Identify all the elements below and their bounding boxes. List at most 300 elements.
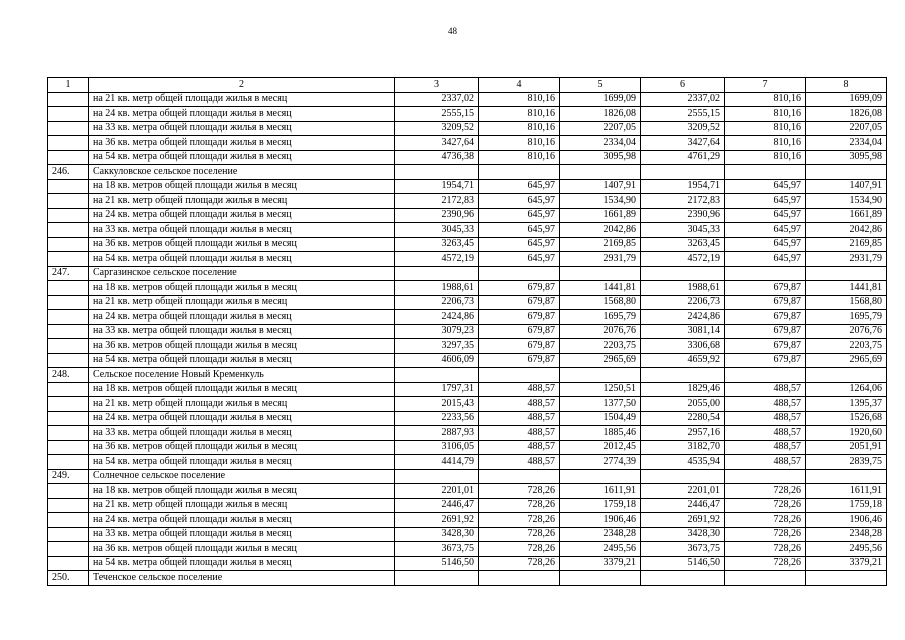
value-cell-col-3: 5146,50: [395, 556, 479, 571]
table-row: [48, 208, 887, 223]
page-number: 48: [448, 26, 457, 36]
row-number-cell: [48, 223, 89, 238]
row-number-cell: [48, 484, 89, 499]
value-cell-col-4: 645,97: [479, 237, 560, 252]
value-cell-col-5: 2076,76: [560, 324, 641, 339]
value-cell-col-6: 3081,14: [641, 324, 725, 339]
value-cell-col-6: 3209,52: [641, 121, 725, 136]
row-number-cell: [48, 426, 89, 441]
value-cell-col-4: [479, 571, 560, 586]
value-cell-col-4: [479, 165, 560, 180]
value-cell-col-7: 488,57: [725, 382, 806, 397]
value-cell-col-3: 2233,56: [395, 411, 479, 426]
value-cell-col-4: 810,16: [479, 121, 560, 136]
value-cell-col-6: 4761,29: [641, 150, 725, 165]
row-number-cell: [48, 310, 89, 325]
value-cell-col-5: 1441,81: [560, 281, 641, 296]
row-number-cell: [48, 353, 89, 368]
row-label-cell: Саргазинское сельское поселение: [89, 266, 395, 281]
value-cell-col-6: [641, 469, 725, 484]
row-number-cell: [48, 527, 89, 542]
value-cell-col-5: 1611,91: [560, 484, 641, 499]
value-cell-col-5: 1826,08: [560, 107, 641, 122]
row-label-cell: на 21 кв. метр общей площади жилья в месяц: [89, 498, 395, 513]
value-cell-col-4: 728,26: [479, 556, 560, 571]
value-cell-col-7: 728,26: [725, 556, 806, 571]
value-cell-col-6: 3182,70: [641, 440, 725, 455]
value-cell-col-5: [560, 165, 641, 180]
value-cell-col-5: 2012,45: [560, 440, 641, 455]
value-cell-col-6: 3045,33: [641, 223, 725, 238]
value-cell-col-3: 1954,71: [395, 179, 479, 194]
value-cell-col-7: 488,57: [725, 426, 806, 441]
row-number-cell: [48, 397, 89, 412]
row-number-cell: [48, 194, 89, 209]
value-cell-col-5: 2931,79: [560, 252, 641, 267]
value-cell-col-7: 810,16: [725, 92, 806, 107]
row-number-cell: 249.: [48, 469, 89, 484]
value-cell-col-3: 2424,86: [395, 310, 479, 325]
value-cell-col-3: 3673,75: [395, 542, 479, 557]
value-cell-col-6: [641, 165, 725, 180]
column-header-4: 4: [479, 78, 560, 93]
value-cell-col-5: 1377,50: [560, 397, 641, 412]
column-header-3: 3: [395, 78, 479, 93]
value-cell-col-5: 2203,75: [560, 339, 641, 354]
value-cell-col-3: 3209,52: [395, 121, 479, 136]
row-number-cell: [48, 324, 89, 339]
value-cell-col-3: 3079,23: [395, 324, 479, 339]
value-cell-col-7: 645,97: [725, 252, 806, 267]
value-cell-col-5: 2348,28: [560, 527, 641, 542]
value-cell-col-4: 679,87: [479, 281, 560, 296]
value-cell-col-8: 1264,06: [806, 382, 887, 397]
value-cell-col-5: 2207,05: [560, 121, 641, 136]
value-cell-col-6: [641, 571, 725, 586]
table-row: [48, 411, 887, 426]
value-cell-col-6: 2424,86: [641, 310, 725, 325]
value-cell-col-4: 728,26: [479, 498, 560, 513]
value-cell-col-7: 679,87: [725, 310, 806, 325]
value-cell-col-7: 679,87: [725, 353, 806, 368]
value-cell-col-6: 2280,54: [641, 411, 725, 426]
value-cell-col-7: 488,57: [725, 411, 806, 426]
value-cell-col-4: 488,57: [479, 455, 560, 470]
value-cell-col-3: [395, 469, 479, 484]
value-cell-col-7: 810,16: [725, 107, 806, 122]
value-cell-col-4: 679,87: [479, 339, 560, 354]
row-label-cell: Сельское поселение Новый Кременкуль: [89, 368, 395, 383]
value-cell-col-6: 4572,19: [641, 252, 725, 267]
value-cell-col-7: 728,26: [725, 542, 806, 557]
row-number-cell: [48, 237, 89, 252]
value-cell-col-8: 1526,68: [806, 411, 887, 426]
value-cell-col-3: 2691,92: [395, 513, 479, 528]
value-cell-col-3: 1988,61: [395, 281, 479, 296]
value-cell-col-8: [806, 266, 887, 281]
row-label-cell: на 33 кв. метра общей площади жилья в месяц: [89, 527, 395, 542]
value-cell-col-5: 1568,80: [560, 295, 641, 310]
value-cell-col-8: 3379,21: [806, 556, 887, 571]
table-row: [48, 281, 887, 296]
value-cell-col-4: [479, 469, 560, 484]
value-cell-col-5: 2495,56: [560, 542, 641, 557]
row-label-cell: на 24 кв. метра общей площади жилья в месяц: [89, 208, 395, 223]
table-row: [48, 136, 887, 151]
value-cell-col-5: 2334,04: [560, 136, 641, 151]
table-row: [48, 150, 887, 165]
value-cell-col-5: 3379,21: [560, 556, 641, 571]
row-label-cell: на 54 кв. метра общей площади жилья в месяц: [89, 556, 395, 571]
row-label-cell: Саккуловское сельское поселение: [89, 165, 395, 180]
value-cell-col-5: [560, 571, 641, 586]
row-label-cell: на 36 кв. метров общей площади жилья в месяц: [89, 237, 395, 252]
row-number-cell: [48, 208, 89, 223]
column-header-8: 8: [806, 78, 887, 93]
value-cell-col-4: [479, 266, 560, 281]
value-cell-col-4: 488,57: [479, 397, 560, 412]
value-cell-col-7: 488,57: [725, 397, 806, 412]
value-cell-col-5: 1885,46: [560, 426, 641, 441]
table-row: [48, 527, 887, 542]
value-cell-col-7: 728,26: [725, 484, 806, 499]
value-cell-col-8: 2042,86: [806, 223, 887, 238]
value-cell-col-6: 2201,01: [641, 484, 725, 499]
row-label-cell: Солнечное сельское поселение: [89, 469, 395, 484]
row-number-cell: 247.: [48, 266, 89, 281]
row-label-cell: на 18 кв. метров общей площади жилья в месяц: [89, 179, 395, 194]
table-row: [48, 353, 887, 368]
row-number-cell: [48, 179, 89, 194]
row-number-cell: [48, 121, 89, 136]
value-cell-col-5: 2042,86: [560, 223, 641, 238]
value-cell-col-4: 488,57: [479, 426, 560, 441]
value-cell-col-3: 2390,96: [395, 208, 479, 223]
value-cell-col-3: [395, 266, 479, 281]
value-cell-col-3: 2337,02: [395, 92, 479, 107]
value-cell-col-7: 728,26: [725, 513, 806, 528]
row-number-cell: [48, 281, 89, 296]
value-cell-col-4: 810,16: [479, 136, 560, 151]
value-cell-col-7: 679,87: [725, 281, 806, 296]
table-row: [48, 382, 887, 397]
row-number-cell: [48, 542, 89, 557]
value-cell-col-7: 645,97: [725, 223, 806, 238]
table-row: [48, 339, 887, 354]
value-cell-col-6: 2055,00: [641, 397, 725, 412]
column-header-5: 5: [560, 78, 641, 93]
table-row: [48, 469, 887, 484]
value-cell-col-8: 2334,04: [806, 136, 887, 151]
row-label-cell: на 21 кв. метр общей площади жилья в месяц: [89, 295, 395, 310]
row-label-cell: на 36 кв. метра общей площади жилья в месяц: [89, 136, 395, 151]
table-row: [48, 397, 887, 412]
value-cell-col-5: [560, 266, 641, 281]
value-cell-col-4: 810,16: [479, 150, 560, 165]
value-cell-col-8: 2965,69: [806, 353, 887, 368]
value-cell-col-6: 2206,73: [641, 295, 725, 310]
value-cell-col-3: 4414,79: [395, 455, 479, 470]
row-label-cell: на 18 кв. метров общей площади жилья в месяц: [89, 484, 395, 499]
value-cell-col-6: 2555,15: [641, 107, 725, 122]
row-number-cell: [48, 498, 89, 513]
row-label-cell: на 18 кв. метров общей площади жилья в месяц: [89, 281, 395, 296]
value-cell-col-3: 2206,73: [395, 295, 479, 310]
value-cell-col-8: 1699,09: [806, 92, 887, 107]
value-cell-col-7: [725, 469, 806, 484]
value-cell-col-4: [479, 368, 560, 383]
value-cell-col-4: 810,16: [479, 92, 560, 107]
value-cell-col-7: 645,97: [725, 237, 806, 252]
value-cell-col-4: 728,26: [479, 484, 560, 499]
value-cell-col-8: 1534,90: [806, 194, 887, 209]
row-label-cell: Теченское сельское поселение: [89, 571, 395, 586]
value-cell-col-5: 1695,79: [560, 310, 641, 325]
value-cell-col-3: 4606,09: [395, 353, 479, 368]
value-cell-col-3: 3427,64: [395, 136, 479, 151]
value-cell-col-8: 2203,75: [806, 339, 887, 354]
value-cell-col-4: 488,57: [479, 382, 560, 397]
value-cell-col-7: [725, 368, 806, 383]
value-cell-col-5: [560, 368, 641, 383]
value-cell-col-8: 1826,08: [806, 107, 887, 122]
table-row: [48, 194, 887, 209]
value-cell-col-8: 2495,56: [806, 542, 887, 557]
value-cell-col-5: 1661,89: [560, 208, 641, 223]
row-label-cell: на 54 кв. метра общей площади жилья в месяц: [89, 252, 395, 267]
value-cell-col-3: 2172,83: [395, 194, 479, 209]
row-label-cell: на 18 кв. метров общей площади жилья в месяц: [89, 382, 395, 397]
value-cell-col-7: 679,87: [725, 339, 806, 354]
value-cell-col-3: 1797,31: [395, 382, 479, 397]
value-cell-col-4: 679,87: [479, 295, 560, 310]
value-cell-col-3: 2887,93: [395, 426, 479, 441]
value-cell-col-3: 3428,30: [395, 527, 479, 542]
row-number-cell: [48, 107, 89, 122]
table-row: [48, 498, 887, 513]
table-row: [48, 324, 887, 339]
value-cell-col-8: 1759,18: [806, 498, 887, 513]
value-cell-col-7: 810,16: [725, 136, 806, 151]
value-cell-col-8: 1407,91: [806, 179, 887, 194]
value-cell-col-7: 488,57: [725, 440, 806, 455]
value-cell-col-7: 645,97: [725, 194, 806, 209]
value-cell-col-6: [641, 266, 725, 281]
value-cell-col-4: 728,26: [479, 542, 560, 557]
value-cell-col-6: 5146,50: [641, 556, 725, 571]
value-cell-col-3: 3045,33: [395, 223, 479, 238]
value-cell-col-6: 3673,75: [641, 542, 725, 557]
value-cell-col-4: 728,26: [479, 513, 560, 528]
value-cell-col-8: [806, 165, 887, 180]
row-number-cell: [48, 136, 89, 151]
table-row: [48, 165, 887, 180]
value-cell-col-8: 1611,91: [806, 484, 887, 499]
row-number-cell: 250.: [48, 571, 89, 586]
row-number-cell: [48, 556, 89, 571]
table-row: [48, 237, 887, 252]
row-number-cell: [48, 455, 89, 470]
value-cell-col-6: 2337,02: [641, 92, 725, 107]
value-cell-col-3: [395, 368, 479, 383]
value-cell-col-7: 645,97: [725, 179, 806, 194]
table-row: [48, 266, 887, 281]
table-row: [48, 107, 887, 122]
value-cell-col-4: 645,97: [479, 179, 560, 194]
value-cell-col-6: 1988,61: [641, 281, 725, 296]
row-number-cell: [48, 92, 89, 107]
value-cell-col-5: 2169,85: [560, 237, 641, 252]
row-number-cell: [48, 252, 89, 267]
row-label-cell: на 24 кв. метра общей площади жилья в месяц: [89, 411, 395, 426]
value-cell-col-8: 1906,46: [806, 513, 887, 528]
row-label-cell: на 24 кв. метра общей площади жилья в месяц: [89, 513, 395, 528]
row-label-cell: на 33 кв. метра общей площади жилья в месяц: [89, 426, 395, 441]
table-row: [48, 426, 887, 441]
table-row: [48, 513, 887, 528]
value-cell-col-7: 728,26: [725, 527, 806, 542]
table-row: [48, 571, 887, 586]
value-cell-col-8: 3095,98: [806, 150, 887, 165]
value-cell-col-4: 679,87: [479, 310, 560, 325]
row-number-cell: [48, 440, 89, 455]
value-cell-col-5: 1534,90: [560, 194, 641, 209]
row-number-cell: [48, 295, 89, 310]
tariff-table-body: [48, 78, 887, 586]
table-header-row: [48, 78, 887, 93]
row-label-cell: на 24 кв. метра общей площади жилья в месяц: [89, 310, 395, 325]
value-cell-col-3: 2015,43: [395, 397, 479, 412]
value-cell-col-3: 2201,01: [395, 484, 479, 499]
value-cell-col-8: [806, 469, 887, 484]
value-cell-col-4: 679,87: [479, 353, 560, 368]
value-cell-col-6: 3428,30: [641, 527, 725, 542]
row-label-cell: на 36 кв. метров общей площади жилья в месяц: [89, 542, 395, 557]
value-cell-col-8: 1395,37: [806, 397, 887, 412]
row-label-cell: на 24 кв. метра общей площади жилья в месяц: [89, 107, 395, 122]
row-label-cell: на 54 кв. метра общей площади жилья в месяц: [89, 455, 395, 470]
value-cell-col-6: 2691,92: [641, 513, 725, 528]
value-cell-col-3: 2446,47: [395, 498, 479, 513]
value-cell-col-4: 488,57: [479, 411, 560, 426]
value-cell-col-8: 2348,28: [806, 527, 887, 542]
value-cell-col-5: 1699,09: [560, 92, 641, 107]
row-number-cell: 246.: [48, 165, 89, 180]
row-number-cell: [48, 411, 89, 426]
table-row: [48, 310, 887, 325]
value-cell-col-3: 3297,35: [395, 339, 479, 354]
value-cell-col-3: 4736,38: [395, 150, 479, 165]
value-cell-col-6: 4659,92: [641, 353, 725, 368]
row-label-cell: на 21 кв. метр общей площади жилья в месяц: [89, 397, 395, 412]
row-label-cell: на 33 кв. метра общей площади жилья в месяц: [89, 223, 395, 238]
table-row: [48, 179, 887, 194]
table-row: [48, 484, 887, 499]
value-cell-col-5: 1250,51: [560, 382, 641, 397]
value-cell-col-8: [806, 571, 887, 586]
value-cell-col-7: [725, 571, 806, 586]
row-number-cell: [48, 150, 89, 165]
value-cell-col-4: 645,97: [479, 194, 560, 209]
value-cell-col-5: 1906,46: [560, 513, 641, 528]
row-label-cell: на 36 кв. метров общей площади жилья в месяц: [89, 339, 395, 354]
value-cell-col-8: 2076,76: [806, 324, 887, 339]
table-row: [48, 121, 887, 136]
value-cell-col-3: 3106,05: [395, 440, 479, 455]
value-cell-col-4: 810,16: [479, 107, 560, 122]
table-row: [48, 556, 887, 571]
table-row: [48, 252, 887, 267]
value-cell-col-5: 2965,69: [560, 353, 641, 368]
row-label-cell: на 54 кв. метра общей площади жилья в месяц: [89, 353, 395, 368]
value-cell-col-6: 1829,46: [641, 382, 725, 397]
value-cell-col-8: 1661,89: [806, 208, 887, 223]
value-cell-col-3: [395, 571, 479, 586]
table-row: [48, 295, 887, 310]
value-cell-col-5: 1504,49: [560, 411, 641, 426]
table-row: [48, 542, 887, 557]
value-cell-col-6: 3306,68: [641, 339, 725, 354]
value-cell-col-6: 2446,47: [641, 498, 725, 513]
table-row: [48, 440, 887, 455]
value-cell-col-5: 1759,18: [560, 498, 641, 513]
table-row: [48, 455, 887, 470]
value-cell-col-4: 728,26: [479, 527, 560, 542]
value-cell-col-7: [725, 266, 806, 281]
column-header-6: 6: [641, 78, 725, 93]
value-cell-col-3: [395, 165, 479, 180]
row-number-cell: [48, 339, 89, 354]
value-cell-col-5: [560, 469, 641, 484]
value-cell-col-3: 3263,45: [395, 237, 479, 252]
row-label-cell: на 33 кв. метра общей площади жилья в месяц: [89, 121, 395, 136]
row-label-cell: на 21 кв. метр общей площади жилья в месяц: [89, 92, 395, 107]
value-cell-col-8: 1920,60: [806, 426, 887, 441]
value-cell-col-7: 810,16: [725, 150, 806, 165]
tariff-table: [47, 77, 887, 586]
table-row: [48, 223, 887, 238]
value-cell-col-5: 2774,39: [560, 455, 641, 470]
table-row: [48, 92, 887, 107]
value-cell-col-3: 4572,19: [395, 252, 479, 267]
row-label-cell: на 54 кв. метра общей площади жилья в месяц: [89, 150, 395, 165]
row-number-cell: [48, 382, 89, 397]
value-cell-col-8: 1695,79: [806, 310, 887, 325]
value-cell-col-8: 1441,81: [806, 281, 887, 296]
value-cell-col-7: 679,87: [725, 295, 806, 310]
value-cell-col-6: 2957,16: [641, 426, 725, 441]
value-cell-col-7: [725, 165, 806, 180]
value-cell-col-8: 2169,85: [806, 237, 887, 252]
value-cell-col-7: 645,97: [725, 208, 806, 223]
value-cell-col-4: 645,97: [479, 223, 560, 238]
value-cell-col-8: 2931,79: [806, 252, 887, 267]
row-label-cell: на 33 кв. метра общей площади жилья в месяц: [89, 324, 395, 339]
row-label-cell: на 21 кв. метр общей площади жилья в месяц: [89, 194, 395, 209]
value-cell-col-4: 679,87: [479, 324, 560, 339]
value-cell-col-5: 1407,91: [560, 179, 641, 194]
column-header-2: 2: [89, 78, 395, 93]
column-header-7: 7: [725, 78, 806, 93]
table-row: [48, 368, 887, 383]
row-number-cell: [48, 513, 89, 528]
value-cell-col-6: 3427,64: [641, 136, 725, 151]
value-cell-col-6: 3263,45: [641, 237, 725, 252]
value-cell-col-4: 645,97: [479, 252, 560, 267]
value-cell-col-6: [641, 368, 725, 383]
value-cell-col-6: 2390,96: [641, 208, 725, 223]
value-cell-col-4: 645,97: [479, 208, 560, 223]
